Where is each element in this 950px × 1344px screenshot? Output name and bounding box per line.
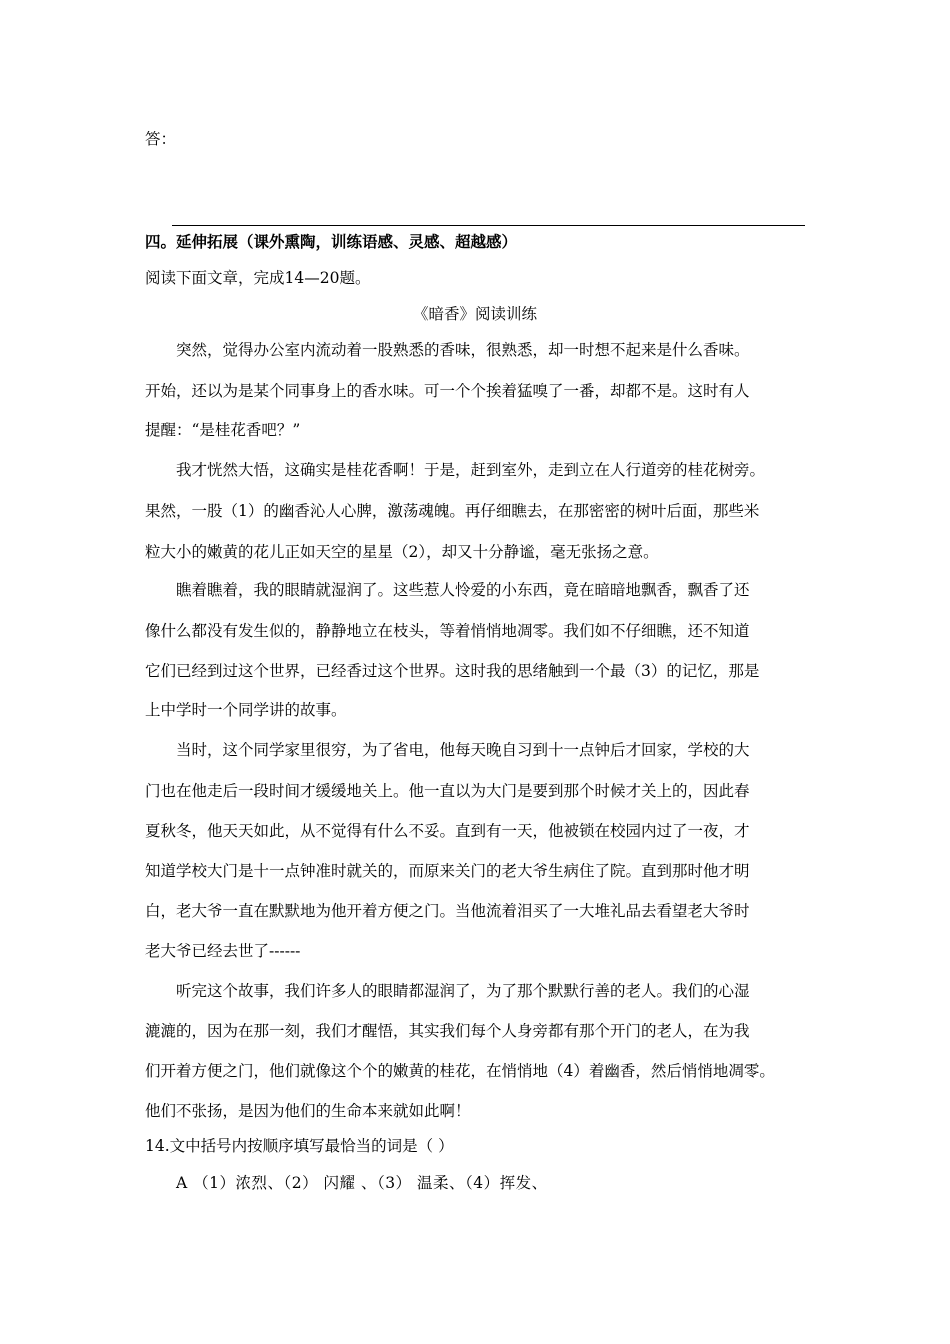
- article-line: 提醒：“是桂花香吧？”: [145, 421, 301, 439]
- section-instruction: 阅读下面文章，完成14—20题。: [145, 269, 371, 287]
- article-line: 夏秋冬，他天天如此，从不觉得有什么不妥。直到有一天，他被锁在校园内过了一夜，才: [145, 822, 750, 840]
- article-line: 他们不张扬，是因为他们的生命本来就如此啊！: [145, 1102, 471, 1120]
- question-option-a: A （1）浓烈、（2） 闪耀 、（3） 温柔、（4）挥发、: [176, 1174, 548, 1192]
- article-line: 老大爷已经去世了------: [145, 942, 301, 960]
- article-line: 它们已经到过这个世界，已经香过这个世界。这时我的思绪触到一个最（3）的记忆，那是: [145, 662, 760, 680]
- article-line: 当时，这个同学家里很穷，为了省电，他每天晚自习到十一点钟后才回家，学校的大: [176, 741, 750, 759]
- article-line: 突然，觉得办公室内流动着一股熟悉的香味，很熟悉，却一时想不起来是什么香味。: [176, 341, 750, 359]
- article-line: 漉漉的，因为在那一刻，我们才醒悟，其实我们每个人身旁都有那个开门的老人，在为我: [145, 1022, 750, 1040]
- section-heading: 四。延伸拓展（课外熏陶，训练语感、灵感、超越感）: [145, 232, 518, 251]
- article-line: 我才恍然大悟，这确实是桂花香啊！于是，赶到室外，走到立在人行道旁的桂花树旁。: [176, 461, 766, 479]
- article-line: 门也在他走后一段时间才缓缓地关上。他一直以为大门是要到那个时候才关上的，因此春: [145, 782, 750, 800]
- article-line: 白，老大爷一直在默默地为他开着方便之门。当他流着泪买了一大堆礼品去看望老大爷时: [145, 902, 750, 920]
- article-line: 开始，还以为是某个同事身上的香水味。可一个个挨着猛嗅了一番，却都不是。这时有人: [145, 382, 750, 400]
- article-line: 粒大小的嫩黄的花儿正如天空的星星（2），却又十分静谧，毫无张扬之意。: [145, 543, 659, 561]
- answer-label: 答：: [145, 130, 177, 148]
- article-line: 果然，一股（1）的幽香沁人心脾，激荡魂魄。再仔细瞧去，在那密密的树叶后面，那些米: [145, 502, 760, 520]
- article-line: 知道学校大门是十一点钟准时就关的，而原来关门的老大爷生病住了院。直到那时他才明: [145, 862, 750, 880]
- article-line: 像什么都没有发生似的，静静地立在枝头，等着悄悄地凋零。我们如不仔细瞧，还不知道: [145, 622, 750, 640]
- article-line: 瞧着瞧着，我的眼睛就湿润了。这些惹人怜爱的小东西，竟在暗暗地飘香，飘香了还: [176, 581, 750, 599]
- article-line: 们开着方便之门，他们就像这个个的嫩黄的桂花，在悄悄地（4）着幽香，然后悄悄地凋零。: [145, 1062, 775, 1080]
- answer-underline: [172, 225, 805, 226]
- article-title: 《暗香》阅读训练: [412, 305, 537, 323]
- question-stem: 14.文中括号内按顺序填写最恰当的词是（ ）: [145, 1137, 454, 1155]
- article-line: 听完这个故事，我们许多人的眼睛都湿润了，为了那个默默行善的老人。我们的心湿: [176, 982, 750, 1000]
- article-line: 上中学时一个同学讲的故事。: [145, 701, 347, 719]
